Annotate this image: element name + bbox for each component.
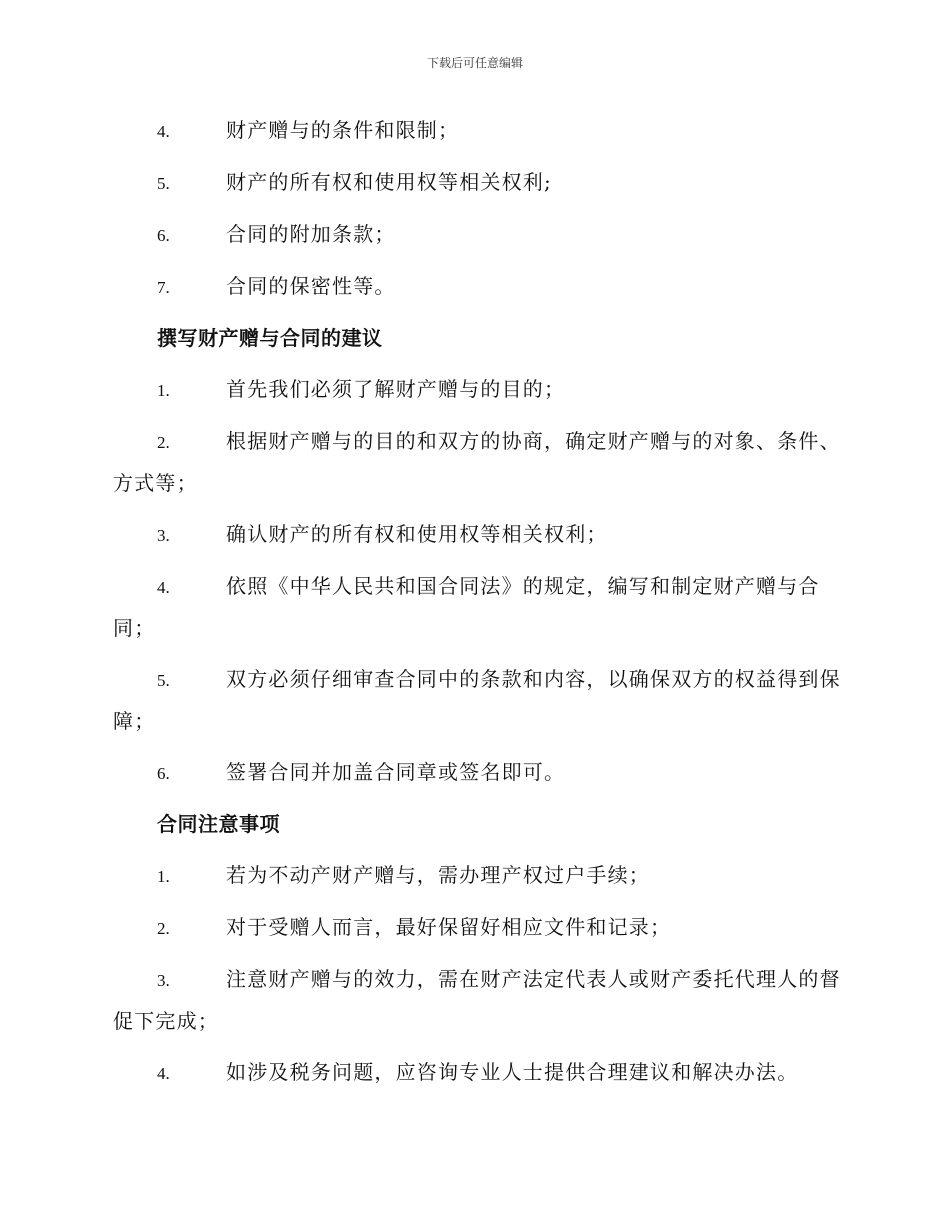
list-item [113,659,843,742]
list-item [113,1052,843,1094]
item-text: 签署合同并加盖合同章或签名即可。 [226,760,566,784]
item-number: 6. [157,764,170,783]
item-number: 2. [157,433,170,452]
list-item [113,369,843,411]
item-text: 对于受赠人而言，最好保留好相应文件和记录； [226,915,672,939]
item-text: 双方必须仔细审查合同中的条款和内容，以确保双方的权益得到保障； [113,667,841,733]
list-item [113,266,843,308]
item-number: 5. [157,671,170,690]
item-text: 确认财产的所有权和使用权等相关权利； [226,522,608,546]
item-number: 5. [157,174,170,193]
list-item [113,421,843,504]
item-text: 合同的附加条款； [226,222,396,246]
list-item [113,214,843,256]
item-number: 1. [157,381,170,400]
list-item [113,855,843,897]
list-item [113,162,843,204]
item-text: 财产赠与的条件和限制； [226,118,460,142]
document-body [113,110,843,1104]
list-item [113,110,843,152]
list-item [113,907,843,949]
item-number: 6. [157,226,170,245]
list-item [113,752,843,794]
item-text: 合同的保密性等。 [226,274,396,298]
list-item [113,566,843,649]
item-text: 首先我们必须了解财产赠与的目的； [226,377,566,401]
section-heading-writing-advice: 撰写财产赠与合同的建议 [157,326,383,350]
item-text: 依照《中华人民共和国合同法》的规定，编写和制定财产赠与合同； [113,574,820,640]
item-number: 4. [157,122,170,141]
list-item [113,959,843,1042]
header-note: 下载后可任意编辑 [426,56,523,70]
item-number: 2. [157,919,170,938]
item-number: 3. [157,526,170,545]
item-number: 1. [157,867,170,886]
item-number: 4. [157,578,170,597]
item-text: 注意财产赠与的效力，需在财产法定代表人或财产委托代理人的督促下完成； [113,967,841,1033]
item-text: 根据财产赠与的目的和双方的协商，确定财产赠与的对象、条件、方式等； [113,429,841,495]
item-number: 4. [157,1064,170,1083]
item-text: 如涉及税务问题，应咨询专业人士提供合理建议和解决办法。 [226,1060,799,1084]
item-text: 若为不动产财产赠与，需办理产权过户手续； [226,863,650,887]
item-number: 3. [157,971,170,990]
item-number: 7. [157,278,170,297]
item-text: 财产的所有权和使用权等相关权利; [226,170,552,194]
list-item [113,514,843,556]
section-heading-precautions: 合同注意事项 [157,812,280,836]
